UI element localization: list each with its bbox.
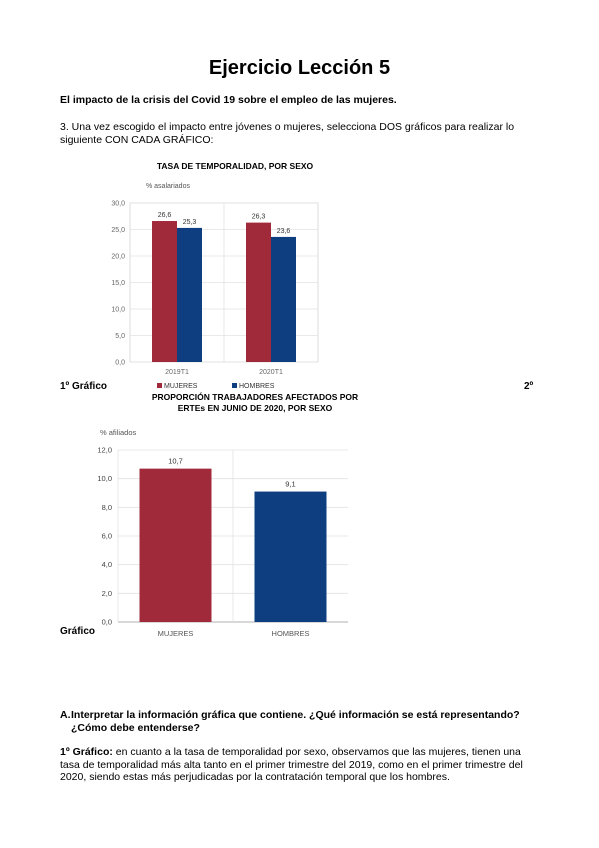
answer-text: en cuanto a la tasa de temporalidad por sexo, observamos que las mujeres, tienen una tasa de temporalidad más alta tanto en el primer trimestre del 2019, como en el primer trimestre del 2020, siendo estas más perjudicadas por la contratación temporal que los hombres.: [60, 746, 523, 783]
chart2-data-label: 9,1: [285, 479, 296, 489]
chart2-ytick-label: 0,0: [101, 617, 112, 627]
label-grafico-2-prefix: 2º: [524, 381, 534, 392]
chart2-ytick-label: 10,0: [97, 474, 112, 484]
chart1-ytick-label: 0,0: [115, 359, 125, 367]
chart2-ytick-label: 2,0: [101, 588, 112, 598]
chart1-bar-hombres: [271, 237, 296, 362]
label-grafico-1: 1º Gráfico: [60, 381, 108, 392]
chart1-data-label: 25,3: [182, 218, 197, 226]
document-title: Ejercicio Lección 5: [208, 57, 391, 79]
chart1-ytick-label: 5,0: [115, 333, 125, 340]
chart2-ytick-label: 12,0: [97, 445, 112, 455]
chart2-title-line-1: PROPORCIÓN TRABAJADORES AFECTADOS POR: [151, 392, 359, 402]
chart2-ytick-label: 8,0: [101, 502, 112, 512]
chart2-xtick-label: HOMBRES: [271, 629, 310, 638]
chart2-title: [130, 392, 380, 414]
chart1-legend-swatch-mujeres: [157, 383, 162, 388]
chart1-legend-label-mujeres: MUJERES: [164, 383, 198, 390]
chart1-title: TASA DE TEMPORALIDAD, POR SEXO: [156, 161, 314, 171]
chart1-bar-mujeres: [152, 221, 177, 362]
chart2-xtick-label: MUJERES: [157, 629, 194, 638]
chart1-ytick-label: 30,0: [111, 200, 125, 208]
chart1-bar-hombres: [177, 228, 202, 362]
chart1-ytick-label: 10,0: [111, 306, 125, 314]
chart1-legend-label-hombres: HOMBRES: [239, 383, 275, 390]
chart2-ytick-label: 4,0: [101, 560, 112, 570]
chart1-data-label: 23,6: [276, 227, 291, 235]
chart1-ylabel: % asalariados: [146, 183, 190, 190]
chart2-ylabel: % afiliados: [100, 428, 137, 437]
answer-label: 1º Gráfico:: [60, 746, 113, 758]
question-letter: A.: [60, 709, 71, 721]
chart2-bar-mujeres: [140, 469, 212, 622]
chart2-bar-hombres: [255, 492, 327, 622]
chart1-legend-swatch-hombres: [232, 383, 237, 388]
chart1-xtick-label: 2020T1: [259, 369, 283, 376]
answer-paragraph: [60, 746, 538, 784]
chart1-ytick-label: 25,0: [111, 227, 125, 234]
chart1-xtick-label: 2019T1: [165, 369, 189, 376]
document-subtitle: El impacto de la crisis del Covid 19 sobre el empleo de las mujeres.: [60, 94, 397, 106]
chart1-data-label: 26,6: [157, 212, 172, 220]
chart1-bar-mujeres: [246, 223, 271, 362]
question-text: Interpretar la información gráfica que contiene. ¿Qué información se está representando? ¿Cómo debe entenderse?: [71, 709, 520, 734]
chart2-data-label: 10,7: [168, 456, 183, 466]
chart1-ytick-label: 20,0: [111, 253, 125, 261]
chart2-ertes: [80, 424, 360, 644]
exercise-instructions: 3. Una vez escogido el impacto entre jóvenes o mujeres, selecciona DOS gráficos para realizar lo siguiente CON CADA GRÁFICO:: [60, 121, 515, 146]
chart2-ytick-label: 6,0: [101, 531, 112, 541]
chart1-temporalidad: [100, 176, 340, 394]
chart2-title-line-2: ERTEs EN JUNIO DE 2020, POR SEXO: [177, 403, 333, 413]
chart1-ytick-label: 15,0: [111, 280, 125, 287]
label-grafico-2: Gráfico: [60, 626, 96, 637]
chart1-data-label: 26,3: [251, 213, 266, 221]
